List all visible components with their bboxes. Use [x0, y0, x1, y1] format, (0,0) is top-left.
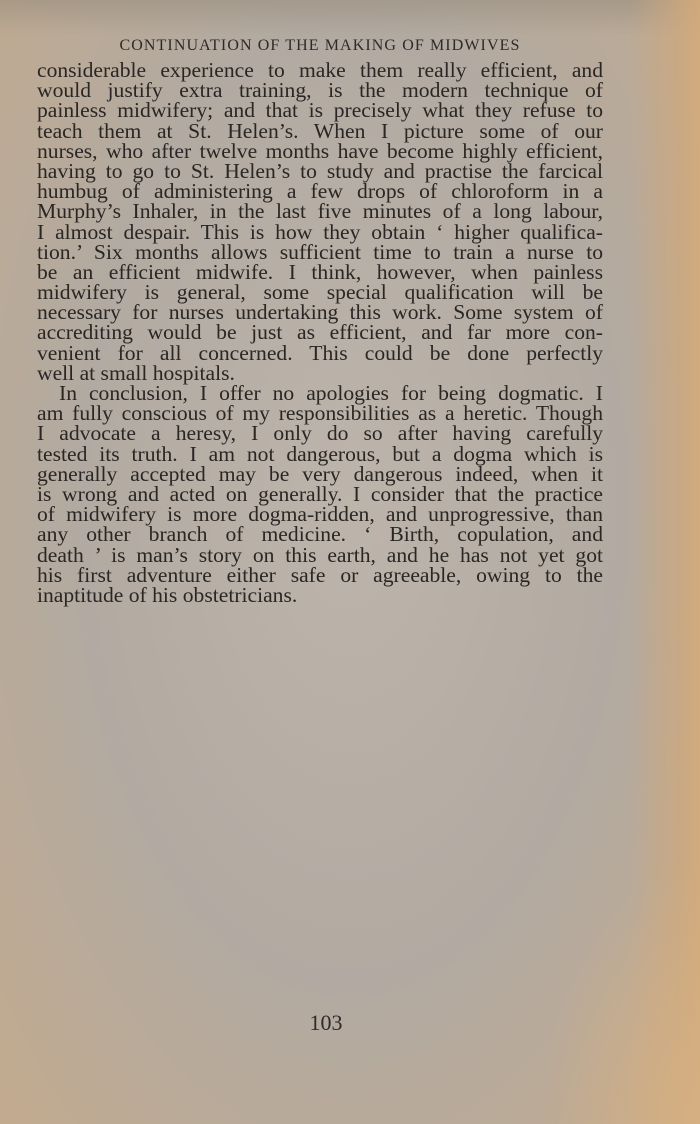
text-line: humbug of administering a few drops of chloroform in a: [37, 179, 603, 204]
text-line: am fully conscious of my responsibilities as a heretic. Though: [37, 401, 603, 426]
text-line: death ’ is man’s story on this earth, and he has not yet got: [37, 542, 603, 567]
text-line: I advocate a heresy, I only do so after having carefully: [37, 421, 603, 446]
body-text: [37, 60, 603, 605]
text-line: be an efficient midwife. I think, however, when painless: [37, 259, 603, 284]
text-line: is wrong and acted on generally. I consider that the practice: [37, 481, 603, 506]
text-line: I almost despair. This is how they obtain ‘ higher qualifica-: [37, 219, 603, 244]
running-head: CONTINUATION OF THE MAKING OF MIDWIVES: [119, 37, 521, 54]
text-line: Murphy’s Inhaler, in the last five minutes of a long labour,: [37, 199, 603, 224]
text-line: midwifery is general, some special qualification will be: [37, 280, 603, 305]
text-line: accrediting would be just as efficient, and far more con-: [37, 320, 603, 345]
paragraph: [37, 383, 603, 605]
page-number: 103: [309, 1010, 343, 1035]
text-line: any other branch of medicine. ‘ Birth, copulation, and: [37, 522, 603, 547]
paragraph: [37, 60, 603, 383]
text-line: venient for all concerned. This could be done perfectly: [37, 340, 603, 365]
text-line: well at small hospitals.: [37, 360, 235, 385]
text-line: would justify extra training, is the modern technique of: [37, 78, 603, 103]
text-line: inaptitude of his obstetricians.: [37, 582, 298, 607]
text-line: of midwifery is more dogma-ridden, and unprogressive, than: [37, 502, 603, 527]
text-line: necessary for nurses undertaking this work. Some system of: [37, 300, 603, 325]
text-line: tion.’ Six months allows sufficient time to train a nurse to: [37, 239, 603, 264]
text-line: painless midwifery; and that is precisely what they refuse to: [37, 98, 603, 123]
text-line: teach them at St. Helen’s. When I picture some of our: [37, 118, 603, 143]
text-line: considerable experience to make them really efficient, and: [37, 58, 603, 82]
text-line: In conclusion, I offer no apologies for being dogmatic. I: [59, 381, 603, 405]
text-line: having to go to St. Helen’s to study and practise the farcical: [37, 158, 603, 183]
text-line: tested its truth. I am not dangerous, but a dogma which is: [37, 441, 603, 466]
page-corner-stain: [540, 864, 700, 1124]
text-line: nurses, who after twelve months have become highly efficient,: [37, 138, 603, 163]
text-line: generally accepted may be very dangerous indeed, when it: [37, 461, 603, 486]
page-top-shadow: [0, 0, 700, 36]
text-line: his first adventure either safe or agreeable, owing to the: [37, 562, 603, 587]
